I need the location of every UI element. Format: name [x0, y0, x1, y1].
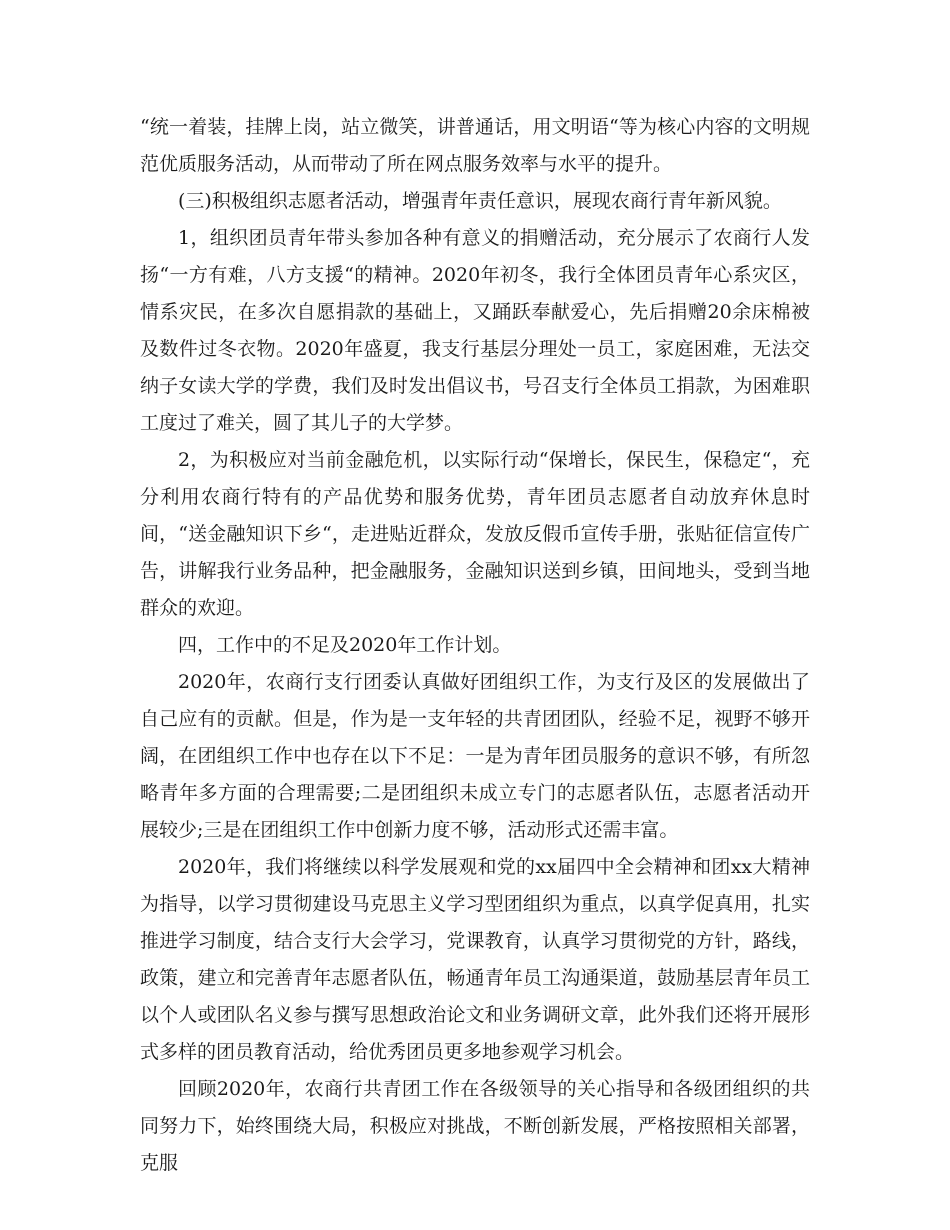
paragraph-8: 回顾2020年，农商行共青团工作在各级领导的关心指导和各级团组织的共同努力下，始终围绕大局，积极应对挑战，不断创新发展，严格按照相关部署，克服	[140, 1078, 810, 1174]
paragraph-6: 2020年，农商行支行团委认真做好团组织工作，为支行及区的发展做出了自己应有的贡献。但是，作为是一支年轻的共青团团队，经验不足，视野不够开阔，在团组织工作中也存在以下不足：一是为青年团员服务的意识不够，有所忽略青年多方面的合理需要;二是团组织未成立专门的志愿者队伍，志愿者活动开展较少;三是在团组织工作中创新力度不够，活动形式还需丰富。	[140, 671, 810, 841]
paragraph-3: 1，组织团员青年带头参加各种有意义的捐赠活动，充分展示了农商行人发扬“一方有难，八方支援“的精神。2020年初冬，我行全体团员青年心系灾区，情系灾民，在多次自愿捐款的基础上，又踊跃奉献爱心，先后捐赠20余床棉被及数件过冬衣物。2020年盛夏，我支行基层分理处一员工，家庭困难，无法交纳子女读大学的学费，我们及时发出倡议书，号召支行全体员工捐款，为困难职工度过了难关，圆了其儿子的大学梦。	[140, 227, 810, 434]
paragraph-2: (三)积极组织志愿者活动，增强青年责任意识，展现农商行青年新风貌。	[178, 190, 782, 212]
document-body	[140, 109, 810, 1182]
paragraph-4: 2，为积极应对当前金融危机，以实际行动“保增长，保民生，保稳定“，充分利用农商行特有的产品优势和服务优势，青年团员志愿者自动放弃休息时间，“送金融知识下乡“，走进贴近群众，发放反假币宣传手册，张贴征信宣传广告，讲解我行业务品种，把金融服务，金融知识送到乡镇，田间地头，受到当地群众的欢迎。	[140, 449, 810, 619]
paragraph-7: 2020年，我们将继续以科学发展观和党的xx届四中全会精神和团xx大精神为指导，以学习贯彻建设马克思主义学习型团组织为重点，以真学促真用，扎实推进学习制度，结合支行大会学习，党课教育，认真学习贯彻党的方针，路线，政策，建立和完善青年志愿者队伍，畅通青年员工沟通渠道，鼓励基层青年员工以个人或团队名义参与撰写思想政治论文和业务调研文章，此外我们还将开展形式多样的团员教育活动，给优秀团员更多地参观学习机会。	[140, 856, 810, 1063]
section-heading-4: 四，工作中的不足及2020年工作计划。	[178, 634, 512, 656]
paragraph-1: “统一着装，挂牌上岗，站立微笑，讲普通话，用文明语“等为核心内容的文明规范优质服务活动，从而带动了所在网点服务效率与水平的提升。	[140, 116, 810, 175]
